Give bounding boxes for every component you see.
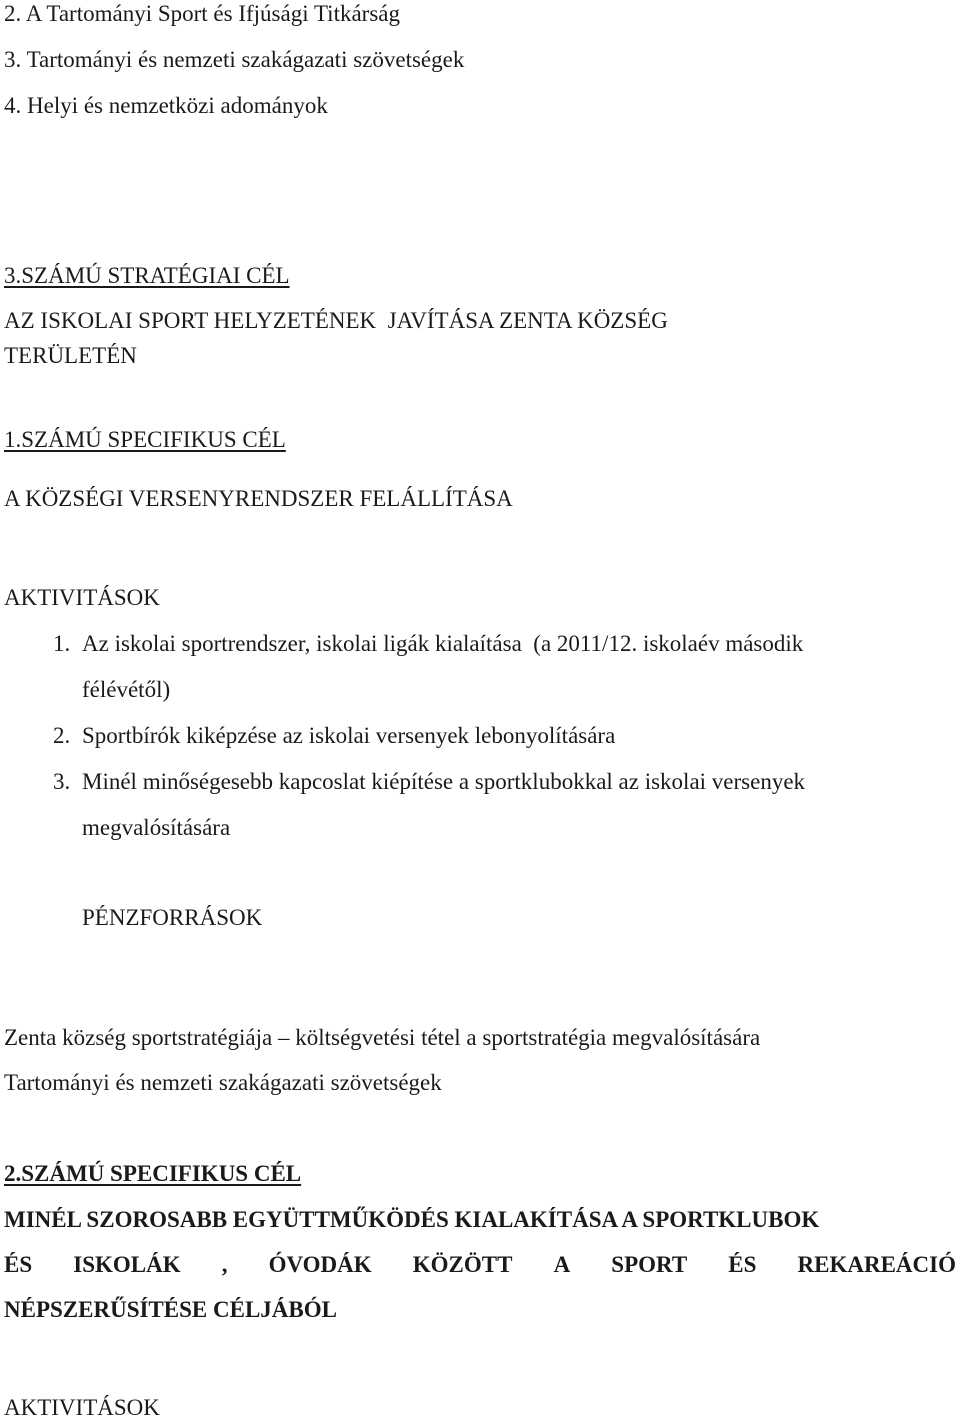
goal3-title-line2: TERÜLETÉN [4,343,137,368]
activity-number: 3. [53,769,71,794]
spec2-heading: 2.SZÁMÚ SPECIFIKUS CÉL [4,1161,302,1186]
spec1-title: A KÖZSÉGI VERSENYRENDSZER FELÁLLÍTÁSA [4,486,513,511]
title-word: SPORT [611,1252,688,1277]
spec1-activities-label: AKTIVITÁSOK [4,585,160,610]
activity-text-cont: megvalósítására [82,815,231,840]
title-word: ÉS [728,1252,757,1277]
spec2-title-line1: MINÉL SZOROSABB EGYÜTTMŰKÖDÉS KIALAKÍTÁSA A SPORTKLUBOK [4,1207,820,1232]
activity-number: 2. [53,723,71,748]
spec2-activities-label: AKTIVITÁSOK [4,1395,160,1420]
activity-text: Sportbírók kiképzése az iskolai versenyek lebonyolítására [82,723,616,748]
activity-number: 1. [53,631,71,656]
title-word: KÖZÖTT [412,1252,513,1277]
title-word: REKAREÁCIÓ [797,1252,956,1277]
goal3-heading: 3.SZÁMÚ STRATÉGIAI CÉL [4,263,290,288]
title-word: , [221,1252,228,1277]
intro-list-item: 4. Helyi és nemzetközi adományok [4,93,328,118]
goal3-title-line1: AZ ISKOLAI SPORT HELYZETÉNEK JAVÍTÁSA ZENTA KÖZSÉG [4,308,668,333]
activity-text: Az iskolai sportrendszer, iskolai ligák kialaítása (a 2011/12. iskolaév második [82,631,804,656]
spec2-title-line3: NÉPSZERŰSÍTÉSE CÉLJÁBÓL [4,1297,337,1322]
intro-list-item: 2. A Tartományi Sport és Ifjúsági Titkárság [4,1,400,26]
funding-item: Tartományi és nemzeti szakágazati szövetségek [4,1070,442,1095]
title-word: ISKOLÁK [73,1252,181,1277]
title-word: ÉS [4,1252,33,1277]
spec2-title-line2 [4,1253,956,1276]
title-word: A [553,1252,571,1277]
funding-item: Zenta község sportstratégiája – költségvetési tétel a sportstratégia megvalósítására [4,1025,761,1050]
spec1-funding-label: PÉNZFORRÁSOK [82,905,263,930]
activity-text-cont: félévétől) [82,677,171,702]
title-word: ÓVODÁK [268,1252,372,1277]
activity-text: Minél minőségesebb kapcoslat kiépítése a sportklubokkal az iskolai versenyek [82,769,806,794]
intro-list-item: 3. Tartományi és nemzeti szakágazati szövetségek [4,47,465,72]
spec1-heading: 1.SZÁMÚ SPECIFIKUS CÉL [4,427,286,452]
